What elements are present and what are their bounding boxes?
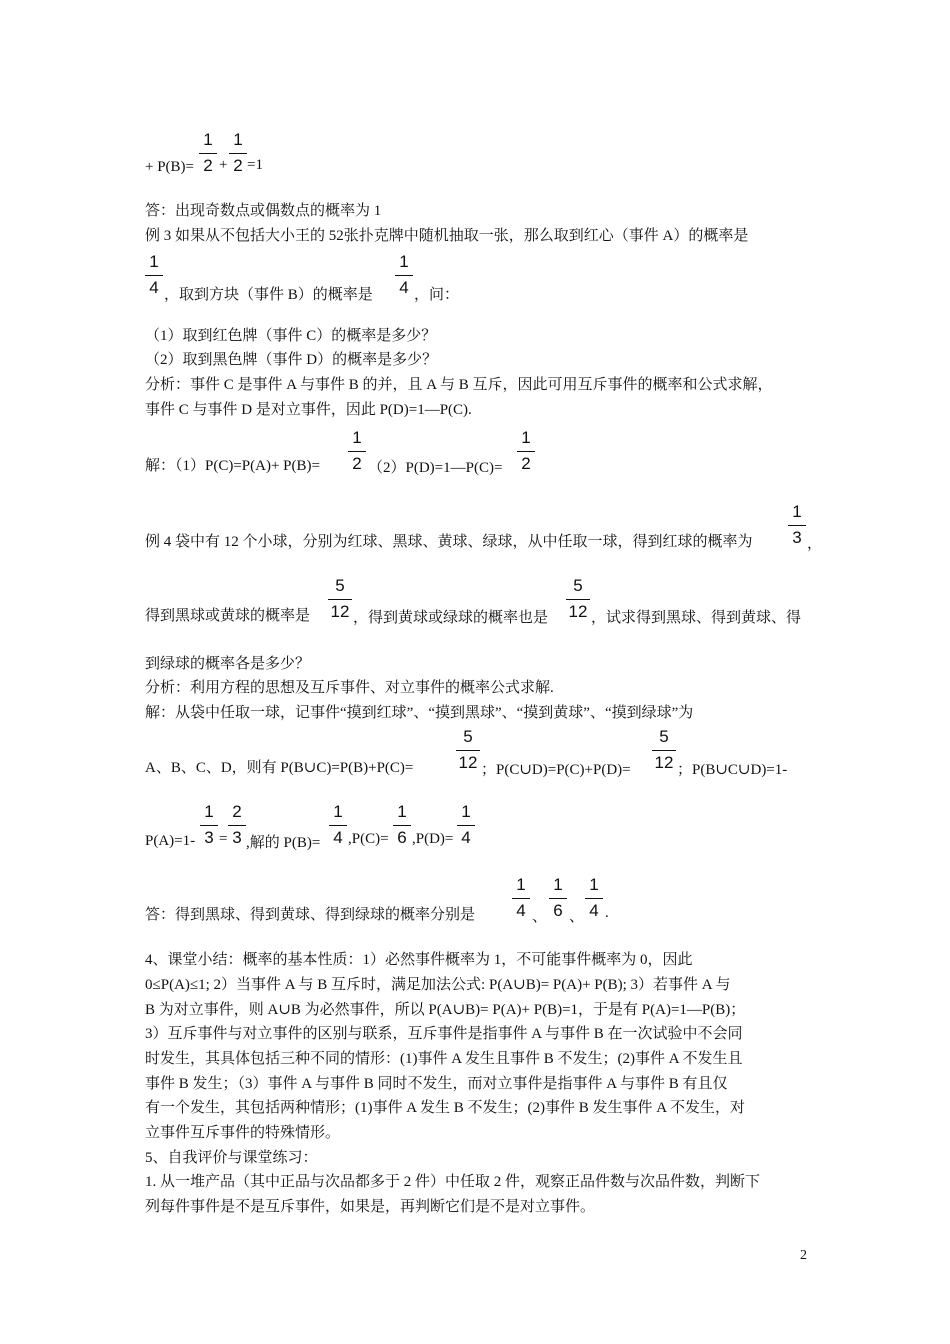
equals-one: =1 (247, 157, 263, 173)
analysis-line-1: 分析：事件 C 是事件 A 与事件 B 的并，且 A 与 B 互斥，因此可用互斥事件的概率和公式求解， (145, 377, 773, 393)
fraction-numerator: 2 (232, 802, 242, 821)
fraction-quarter (145, 252, 163, 298)
fraction-numerator: 1 (204, 802, 214, 821)
summary-line-4: 3）互斥事件与对立事件的区别与联系，互斥事件是指事件 A 与事件 B 在一次试验中不会同 (145, 1026, 743, 1042)
equation-line-1: + P(B)= (145, 159, 195, 175)
fraction-bar (457, 825, 475, 826)
fraction-bar (200, 825, 218, 826)
fraction-denominator: 4 (149, 278, 159, 297)
fraction-denominator: 6 (553, 901, 563, 920)
text-line: 到绿球的概率各是多少？ (145, 656, 311, 672)
fraction-third (788, 502, 806, 548)
fraction-denominator: 4 (516, 901, 526, 920)
equals-sign: = (219, 831, 228, 847)
text-segment: A、B、C、D，则有 P(B∪C)=P(B)+P(C)= (145, 760, 414, 776)
fraction-bar (329, 825, 347, 826)
summary-line-6: 事件 B 发生；（3）事件 A 与事件 B 同时不发生，而对立事件是指事件 A 与事件 B 有且仅 (145, 1076, 728, 1092)
separator: 、 (569, 909, 585, 925)
summary-line-3: B 为对立事件，则 A∪B 为必然事件，所以 P(A∪B)= P(A)+ P(B)=1，于是有 P(A)=1—P(B)； (145, 1002, 746, 1018)
fraction-numerator: 5 (463, 727, 473, 746)
fraction-numerator: 1 (397, 802, 407, 821)
fraction-bar (328, 599, 352, 600)
fraction-quarter (329, 802, 347, 848)
fraction-bar (145, 275, 163, 276)
fraction-numerator: 1 (792, 502, 802, 521)
fraction-numerator: 1 (461, 802, 471, 821)
fraction-denominator: 2 (352, 454, 362, 473)
example-3-line: 例 3 如果从不包括大小王的 52张扑克牌中随机抽取一张，那么取到红心（事件 A）的概率是 (145, 228, 749, 244)
fraction-half (517, 428, 535, 474)
fraction-numerator: 1 (399, 252, 409, 271)
fraction-quarter (457, 802, 475, 848)
fraction-bar (549, 898, 567, 899)
fraction-denominator: 4 (589, 901, 599, 920)
summary-line-2: 0≤P(A)≤1; 2）当事件 A 与 B 互斥时，满足加法公式: P(A∪B)= P(A)+ P(B); 3）若事件 A 与 (145, 977, 731, 993)
plus-sign: + (219, 157, 228, 173)
fraction-bar (393, 825, 411, 826)
fraction-half (229, 130, 247, 176)
fraction-bar (456, 750, 480, 751)
fraction-five-twelfths (456, 727, 480, 773)
exercise-line-1: 1. 从一堆产品（其中正品与次品都多于 2 件）中任取 2 件，观察正品件数与次品件数，判断下 (145, 1174, 761, 1190)
fraction-quarter (512, 875, 530, 921)
fraction-sixth (393, 802, 411, 848)
fraction-bar (228, 825, 246, 826)
fraction-numerator: 1 (233, 130, 243, 149)
fraction-denominator: 4 (399, 278, 409, 297)
fraction-bar (517, 451, 535, 452)
fraction-half (348, 428, 366, 474)
fraction-bar (652, 750, 676, 751)
fraction-denominator: 2 (233, 156, 243, 175)
fraction-third (200, 802, 218, 848)
fraction-numerator: 5 (659, 727, 669, 746)
fraction-half (199, 130, 217, 176)
fraction-numerator: 5 (335, 576, 345, 595)
fraction-numerator: 1 (352, 428, 362, 447)
fraction-five-twelfths (328, 576, 352, 622)
text-segment: ， (807, 536, 823, 552)
summary-line-5: 时发生，其具体包括三种不同的情形：(1)事件 A 发生且事件 B 不发生；(2)事件 A 不发生且 (145, 1051, 743, 1067)
fraction-quarter (585, 875, 603, 921)
fraction-five-twelfths (566, 576, 590, 622)
fraction-numerator: 1 (589, 875, 599, 894)
fraction-denominator: 2 (521, 454, 531, 473)
fraction-numerator: 1 (553, 875, 563, 894)
analysis-line: 分析：利用方程的思想及互斥事件、对立事件的概率公式求解. (145, 680, 554, 696)
fraction-bar (512, 898, 530, 899)
fraction-numerator: 5 (573, 576, 583, 595)
fraction-two-thirds (228, 802, 246, 848)
text-segment: ，试求得到黑球、得到黄球、得 (591, 610, 802, 626)
fraction-sixth (549, 875, 567, 921)
text-segment: （2）P(D)=1—P(C)= (368, 460, 503, 476)
fraction-bar (229, 153, 247, 154)
text-segment: 得到黑球或黄球的概率是 (145, 608, 311, 624)
fraction-denominator: 6 (397, 828, 407, 847)
fraction-denominator: 4 (333, 828, 343, 847)
fraction-numerator: 1 (333, 802, 343, 821)
answer-line: 答：出现奇数点或偶数点的概率为 1 (145, 203, 382, 219)
fraction-bar (348, 451, 366, 452)
text-segment: ，取到方块（事件 B）的概率是 (164, 287, 373, 303)
exercise-line-2: 列每件事件是不是互斥事件，如果是，再判断它们是不是对立事件。 (145, 1199, 596, 1215)
text-segment: ，问： (414, 287, 460, 303)
example-4-line: 例 4 袋中有 12 个小球，分别为红球、黑球、黄球、绿球，从中任取一球，得到红球的概率为 (145, 534, 753, 550)
fraction-denominator: 3 (204, 828, 214, 847)
fraction-numerator: 1 (521, 428, 531, 447)
solution-line: 解：（1）P(C)=P(A)+ P(B)= (145, 458, 320, 474)
summary-line-1: 4、课堂小结：概率的基本性质：1）必然事件概率为 1，不可能事件概率为 0，因此 (145, 952, 693, 968)
fraction-denominator: 12 (568, 602, 588, 621)
text-segment: ,P(D)= (412, 831, 454, 847)
text-segment: ；P(C∪D)=P(C)+P(D)= (481, 762, 631, 778)
fraction-numerator: 1 (516, 875, 526, 894)
fraction-bar (395, 275, 413, 276)
section-5-heading: 5、自我评价与课堂练习： (145, 1150, 318, 1166)
summary-line-7: 有一个发生，其包括两种情形；(1)事件 A 发生 B 不发生；(2)事件 B 发生事件 A 不发生，对 (145, 1100, 746, 1116)
fraction-denominator: 12 (654, 753, 674, 772)
fraction-denominator: 2 (203, 156, 213, 175)
fraction-bar (585, 898, 603, 899)
fraction-bar (199, 153, 217, 154)
analysis-line-2: 事件 C 与事件 D 是对立事件，因此 P(D)=1—P(C). (145, 402, 472, 418)
solution-line: 解：从袋中任取一球，记事件“摸到红球”、“摸到黑球”、“摸到黄球”、“摸到绿球”为 (145, 705, 694, 721)
question-1: （1）取到红色牌（事件 C）的概率是多少？ (145, 328, 437, 344)
fraction-denominator: 12 (458, 753, 478, 772)
summary-line-8: 立事件互斥事件的特殊情形。 (145, 1125, 341, 1141)
fraction-quarter (395, 252, 413, 298)
text-segment: ,解的 P(B)= (246, 835, 321, 851)
fraction-bar (566, 599, 590, 600)
question-2: （2）取到黑色牌（事件 D）的概率是多少？ (145, 352, 438, 368)
fraction-numerator: 1 (203, 130, 213, 149)
fraction-denominator: 3 (792, 528, 802, 547)
text-segment: P(A)=1- (145, 833, 196, 849)
fraction-denominator: 3 (232, 828, 242, 847)
fraction-denominator: 12 (330, 602, 350, 621)
fraction-denominator: 4 (461, 828, 471, 847)
fraction-five-twelfths (652, 727, 676, 773)
text-segment: ,P(C)= (348, 831, 389, 847)
page-number: 2 (800, 1248, 807, 1263)
fraction-numerator: 1 (149, 252, 159, 271)
separator: 、 (532, 909, 548, 925)
period: . (605, 905, 609, 921)
fraction-bar (788, 525, 806, 526)
text-segment: ；P(B∪C∪D)=1- (677, 762, 788, 778)
text-segment: ，得到黄球或绿球的概率也是 (353, 610, 549, 626)
answer-line: 答：得到黑球、得到黄球、得到绿球的概率分别是 (145, 907, 476, 923)
